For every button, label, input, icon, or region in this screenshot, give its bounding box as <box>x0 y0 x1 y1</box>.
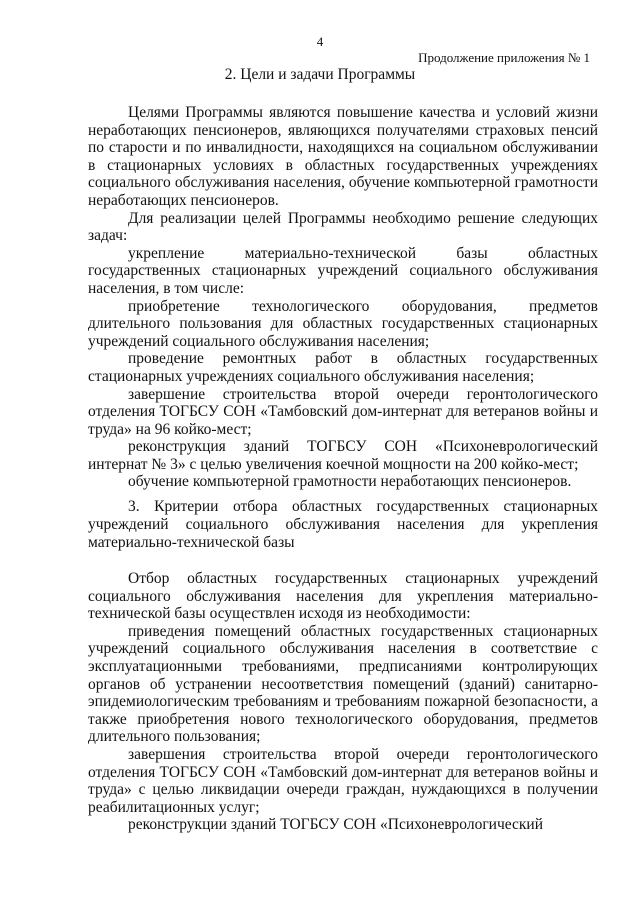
section-2-body <box>88 104 598 491</box>
paragraph: приведения помещений областных государственных стационарных учреждений социального обслуживания населения в соответствие с эксплуатационными требованиями, предписаниями контролирующих органов об устранении несоответствия помещений (зданий) санитарно-эпидемиологическим требованиям и требованиям пожарной безопасности, а также приобретения нового технологического оборудования, предметов длительного пользования; <box>88 622 598 746</box>
paragraph: приобретение технологического оборудования, предметов длительного пользования для областных государственных стационарных учреждений социального обслуживания населения; <box>88 297 598 350</box>
paragraph: реконструкция зданий ТОГБСУ СОН «Психоневрологический интернат № 3» с целью увеличения коечной мощности на 200 койко-мест; <box>88 438 598 473</box>
paragraph: реконструкции зданий ТОГБСУ СОН «Психоневрологический <box>128 816 544 834</box>
paragraph: завершения строительства второй очереди геронтологического отделения ТОГБСУ СОН «Тамбовский дом-интернат для ветеранов войны и труда» с целью ликвидации очереди граждан, нуждающихся в получении реабилитационных услуг; <box>88 745 598 816</box>
continuation-note: Продолжение приложения № 1 <box>418 50 590 65</box>
paragraph: Для реализации целей Программы необходимо решение следующих задач: <box>88 209 598 245</box>
page-number: 4 <box>316 34 324 49</box>
section-3-title: 3. Критерии отбора областных государственных стационарных учреждений социального обслуживания населения для укрепления материально-технической базы <box>88 498 598 551</box>
section-2-title: 2. Цели и задачи Программы <box>224 66 416 83</box>
paragraph: обучение компьютерной грамотности неработающих пенсионеров. <box>128 473 572 491</box>
paragraph: завершение строительства второй очереди геронтологического отделения ТОГБСУ СОН «Тамбовский дом-интернат для ветеранов войны и труда» на 96 койко-мест; <box>88 385 598 438</box>
section-3-body <box>88 570 598 834</box>
paragraph: укрепление материально-технической базы областных государственных стационарных учреждений социального обслуживания населения, в том числе: <box>88 244 598 297</box>
paragraph: проведение ремонтных работ в областных государственных стационарных учреждениях социального обслуживания населения; <box>88 350 598 385</box>
paragraph: Отбор областных государственных стационарных учреждений социального обслуживания населения для укрепления материально-технической базы осуществлен исходя из необходимости: <box>88 570 598 623</box>
paragraph: Целями Программы являются повышение качества и условий жизни неработающих пенсионеров, являющихся получателями страховых пенсий по старости и по инвалидности, находящихся на социальном обслуживании в стационарных условиях в областных государственных учреждениях социального обслуживания населения, обучение компьютерной грамотности неработающих пенсионеров. <box>88 104 598 209</box>
